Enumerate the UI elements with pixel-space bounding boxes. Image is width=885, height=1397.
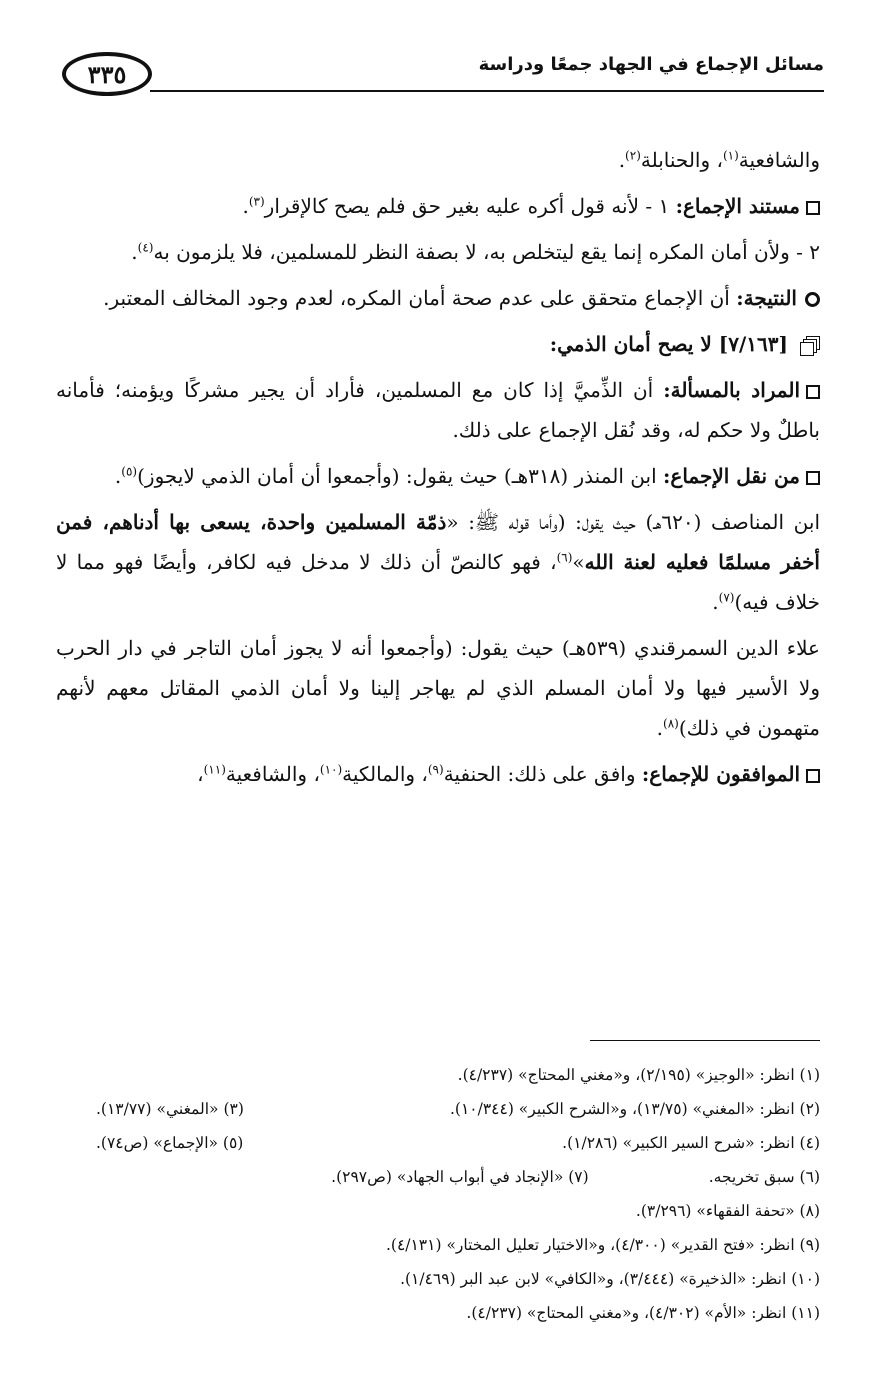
square-bullet-icon — [806, 201, 820, 215]
footnote-ref: (١) — [722, 148, 739, 163]
page-number: ٣٣٥ — [87, 59, 127, 89]
footnote-ref: (٥) — [121, 464, 138, 479]
label-transmitters: من نقل الإجماع: — [663, 464, 800, 488]
footnote-separator — [590, 1040, 820, 1041]
footnote-ref: (٢) — [625, 148, 641, 163]
stacked-pages-icon — [798, 336, 820, 356]
main-text — [56, 140, 820, 800]
footnote-8: (٨) «تحفة الفقهاء» (٣/٢٩٦). — [635, 1202, 820, 1220]
footnote-ref: (٤) — [137, 240, 154, 255]
footnote-row — [56, 1058, 820, 1092]
footnote-9: (٩) انظر: «فتح القدير» (٤/٣٠٠)، و«الاختيار تعليل المختار» (٤/١٣١). — [385, 1236, 820, 1254]
footnote-10: (١٠) انظر: «الذخيرة» (٣/٤٤٤)، و«الكافي» لابن عبد البر (١/٤٦٩). — [400, 1270, 820, 1288]
footnotes — [56, 1058, 820, 1330]
running-title: مسائل الإجماع في الجهاد جمعًا ودراسة — [478, 54, 824, 75]
footnote-3: (٣) «المغني» (١٣/٧٧). — [96, 1100, 244, 1118]
paragraph-1: والشافعية$^{(١)}$، والحنابلة$^{(٢)}$. — [618, 148, 820, 172]
footnote-2: (٢) انظر: «المغني» (١٣/٧٥)، و«الشرح الكبير» (١٠/٣٤٤). — [449, 1100, 820, 1118]
square-bullet-icon — [806, 385, 820, 399]
paragraph-samarqandi: علاء الدين السمرقندي (٥٣٩هـ) حيث يقول: (وأجمعوا أنه لا يجوز أمان التاجر في دار الحرب ولا الأسير فيها ولا أمان المسلم الذي لم يهاجر إلينا ولا أمان الذمي المقاتل معهم لأنهم متهمون في ذلك)$^{(٨)}$. — [56, 636, 820, 740]
section-title: [٧/١٦٣] لا يصح أمان الذمي: — [549, 332, 788, 356]
section-heading — [56, 324, 820, 364]
header-rule — [150, 90, 824, 92]
footnote-row — [56, 1262, 820, 1296]
footnote-5: (٥) «الإجماع» (ص٧٤). — [96, 1134, 244, 1152]
footnote-11: (١١) انظر: «الأم» (٤/٣٠٢)، و«مغني المحتاج» (٤/٢٣٧). — [466, 1304, 820, 1322]
footnote-ref: (١١) — [203, 762, 226, 777]
footnote-row — [56, 1194, 820, 1228]
circle-bullet-icon — [805, 292, 820, 307]
hadith-quote: ذمّة المسلمين واحدة، يسعى بها أدناهم، فمن أخفر مسلمًا فعليه لعنة الله — [56, 510, 820, 574]
paragraph-result: النتيجة: أن الإجماع متحقق على عدم صحة أمان المكره، لعدم وجود المخالف المعتبر. — [56, 278, 820, 318]
footnote-7: (٧) «الإنجاد في أبواب الجهاد» (ص٢٩٧). — [331, 1168, 589, 1186]
paragraph-evidence: مستند الإجماع: ١ - لأنه قول أكره عليه بغير حق فلم يصح كالإقرار$^{(٣)}$. — [56, 186, 820, 226]
footnote-ref: (٣) — [248, 194, 265, 209]
paragraph-agreeing: الموافقون للإجماع: وافق على ذلك: الحنفية$^{(٩)}$، والمالكية$^{(١٠)}$، والشافعية$^{(١١)}$، — [56, 754, 820, 794]
footnote-row — [56, 1228, 820, 1262]
footnote-row — [56, 1296, 820, 1330]
footnote-ref: (٧) — [718, 590, 735, 605]
square-bullet-icon — [806, 769, 820, 783]
paragraph-meaning: المراد بالمسألة: أن الذِّميَّ إذا كان مع المسلمين، فأراد أن يجير مشركًا ويؤمنه؛ فأمانه باطلٌ ولا حكم له، وقد نُقل الإجماع على ذلك. — [56, 378, 820, 442]
footnote-1: (١) انظر: «الوجيز» (٢/١٩٥)، و«مغني المحتاج» (٤/٢٣٧). — [457, 1066, 820, 1084]
footnote-row — [56, 1126, 820, 1160]
footnote-6: (٦) سبق تخريجه. — [708, 1168, 820, 1186]
paragraph-transmitters: من نقل الإجماع: ابن المنذر (٣١٨هـ) حيث يقول: (وأجمعوا أن أمان الذمي لايجوز)$^{(٥)}$. — [56, 456, 820, 496]
footnote-ref: (١٠) — [319, 762, 343, 777]
footnote-ref: (٨) — [663, 716, 679, 731]
label-meaning: المراد بالمسألة: — [663, 378, 800, 402]
paragraph-ibn-munasif: ابن المناصف (٦٢٠هـ) حيث يقول: (وأما قوله ﷺ: «ذمّة المسلمين واحدة، يسعى بها أدناهم، فمن أخفر مسلمًا فعليه لعنة الله»$^{(٦)}$، فهو كالنصّ أن ذلك لا مدخل فيه لكافر، وأيضًا فهو مما لا خلاف فيه)$^{(٧)}$. — [56, 510, 820, 614]
square-bullet-icon — [806, 471, 820, 485]
paragraph-evidence-2: ٢ - ولأن أمان المكره إنما يقع ليتخلص به، لا بصفة النظر للمسلمين، فلا يلزمون به$^{(٤)}$. — [131, 240, 820, 264]
label-result: النتيجة: — [736, 286, 797, 310]
label-evidence: مستند الإجماع: — [675, 194, 800, 218]
footnote-row — [56, 1160, 820, 1194]
page-header — [62, 52, 824, 102]
label-agreeing: الموافقون للإجماع: — [641, 762, 800, 786]
page-number-badge — [62, 52, 152, 96]
footnote-4: (٤) انظر: «شرح السير الكبير» (١/٢٨٦). — [562, 1134, 820, 1152]
footnote-ref: (٩) — [427, 762, 444, 777]
footnote-row — [56, 1092, 820, 1126]
footnote-ref: (٦) — [556, 550, 573, 565]
